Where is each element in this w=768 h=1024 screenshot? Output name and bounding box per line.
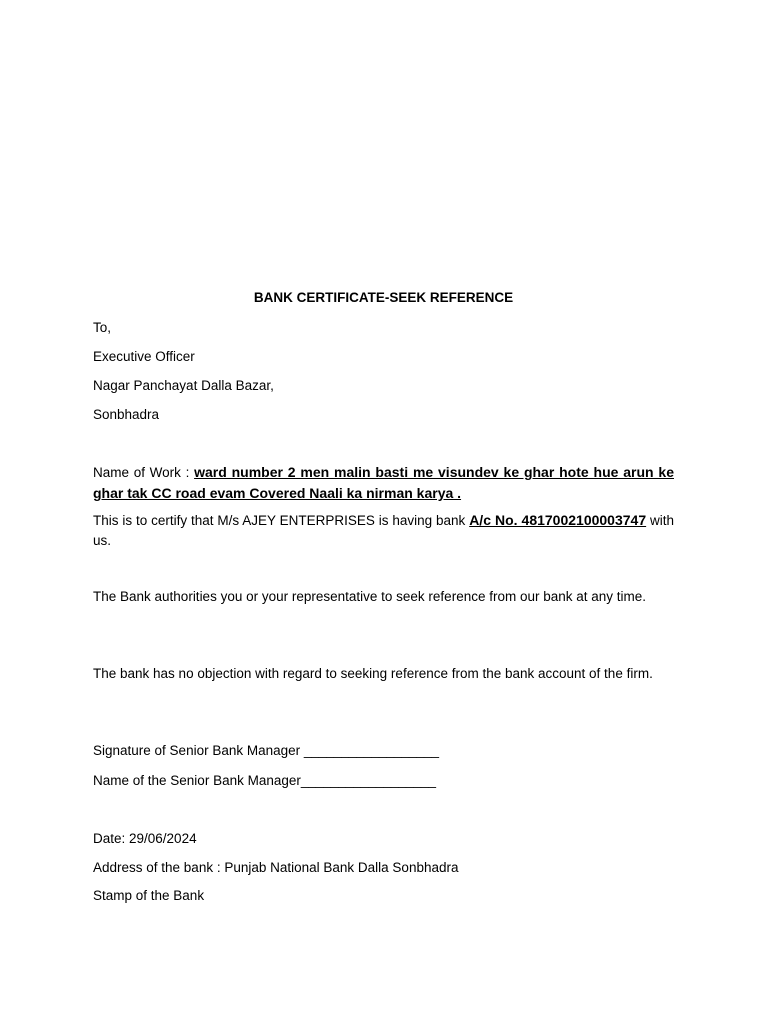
certify-suffix: with us. bbox=[93, 513, 675, 548]
salutation: To, bbox=[93, 320, 112, 335]
account-number: A/c No. 4817002100003747 bbox=[469, 512, 647, 528]
bank-address-line: Address of the bank : Punjab National Bank Dalla Sonbhadra bbox=[93, 860, 459, 875]
certify-prefix: This is to certify that M/s AJEY ENTERPRISES is having bank bbox=[93, 513, 470, 528]
signature-line: Signature of Senior Bank Manager __________________ bbox=[93, 743, 440, 758]
name-of-work bbox=[93, 462, 674, 504]
objection-paragraph: The bank has no objection with regard to seeking reference from the bank account of the firm. bbox=[93, 666, 653, 681]
stamp-line: Stamp of the Bank bbox=[93, 888, 205, 903]
date-line: Date: 29/06/2024 bbox=[93, 831, 197, 846]
name-of-work-label: Name of Work : bbox=[93, 465, 195, 480]
name-of-work-value: ward number 2 men malin basti me visundev ke ghar hote hue arun ke ghar tak CC road evam Covered Naali ka nirman karya . bbox=[93, 464, 674, 501]
recipient-designation: Executive Officer bbox=[93, 349, 195, 364]
certification-statement bbox=[93, 510, 674, 551]
manager-name-line: Name of the Senior Bank Manager__________________ bbox=[93, 773, 437, 788]
recipient-district: Sonbhadra bbox=[93, 407, 160, 422]
document-page bbox=[93, 0, 674, 1024]
authority-paragraph: The Bank authorities you or your representative to seek reference from our bank at any time. bbox=[93, 589, 647, 604]
document-title: BANK CERTIFICATE-SEEK REFERENCE bbox=[253, 290, 514, 305]
recipient-office: Nagar Panchayat Dalla Bazar, bbox=[93, 378, 274, 393]
